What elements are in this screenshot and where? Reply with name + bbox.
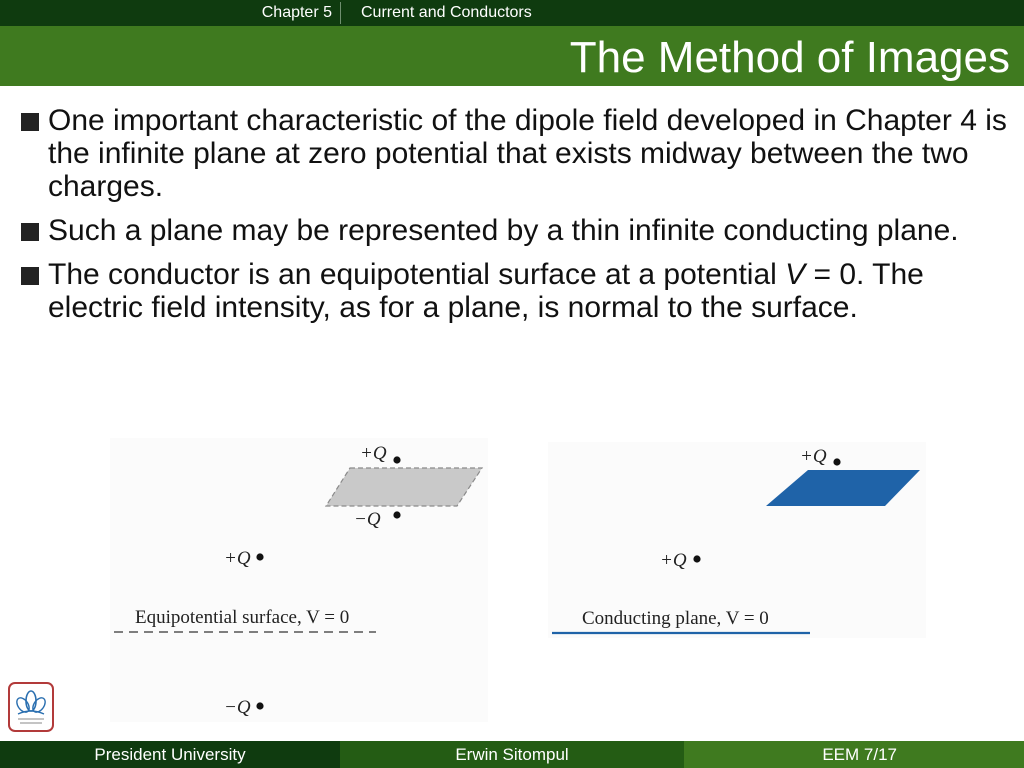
university-logo — [8, 682, 54, 732]
bullet-list — [20, 104, 1010, 335]
potential-variable: V — [785, 258, 806, 291]
dipole-diagram — [110, 438, 488, 722]
bullet-item — [20, 214, 1010, 247]
bullet-square-icon — [21, 267, 39, 285]
bullet-text: Such a plane may be represented by a thin infinite conducting plane. — [48, 214, 959, 247]
bullet-item — [20, 104, 1010, 203]
charge-label: +Q — [800, 446, 827, 467]
title-bar — [0, 26, 1024, 86]
bullet-square-icon — [21, 223, 39, 241]
slide-title: The Method of Images — [569, 33, 1010, 82]
charge-dot — [393, 511, 400, 518]
charge-label: +Q — [360, 443, 387, 464]
footer-page-label: EEM 7/17 — [822, 745, 897, 764]
conducting-plane-shape — [766, 470, 920, 506]
charge-label: −Q — [354, 509, 381, 530]
conducting-plane-label: Conducting plane, V = 0 — [582, 608, 769, 629]
charge-dot — [256, 702, 263, 709]
bullet-item — [20, 258, 1010, 324]
charge-label: −Q — [224, 697, 251, 718]
chapter-label: Chapter 5 — [262, 2, 341, 24]
dipole-figure — [110, 438, 488, 722]
charge-label: +Q — [660, 550, 687, 571]
university-logo-icon — [10, 684, 52, 730]
footer-page-info — [684, 741, 1024, 768]
bullet-square-icon — [21, 113, 39, 131]
equipotential-plane-shape — [326, 468, 482, 506]
conducting-plane-diagram — [548, 442, 926, 638]
footer-bar — [0, 741, 1024, 768]
charge-dot — [833, 458, 840, 465]
charge-dot — [693, 555, 700, 562]
bullet-text: The conductor is an equipotential surface at a potential — [48, 258, 786, 291]
bullet-text-end: = 0. The electric field intensity, as for a plane, is normal to the surface. — [48, 258, 924, 324]
charge-label: +Q — [224, 548, 251, 569]
footer-institution: President University — [0, 741, 340, 768]
charge-dot — [393, 456, 400, 463]
charge-dot — [256, 553, 263, 560]
section-label: Current and Conductors — [361, 4, 532, 21]
top-header-bar — [0, 0, 1024, 26]
conducting-plane-figure — [548, 442, 926, 638]
footer-author: Erwin Sitompul — [340, 741, 684, 768]
bullet-text: One important characteristic of the dipole field developed in Chapter 4 is the infinite plane at zero potential that exists midway between the two charges. — [48, 104, 1007, 203]
equipotential-label: Equipotential surface, V = 0 — [135, 607, 350, 628]
